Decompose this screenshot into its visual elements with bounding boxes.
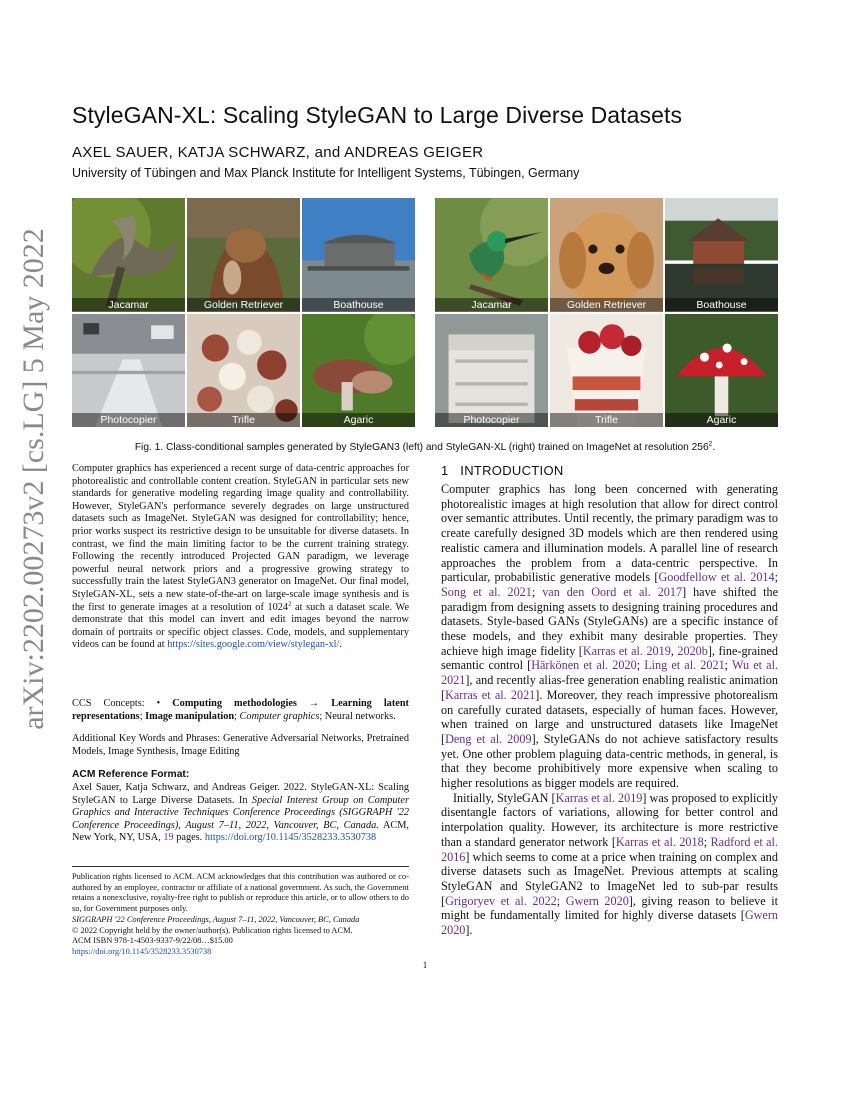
tile-label: Golden Retriever [187, 298, 300, 312]
footnote-doi-link[interactable]: https://doi.org/10.1145/3528233.3530738 [72, 946, 212, 956]
section-heading-introduction: 1 INTRODUCTION [441, 463, 564, 478]
tile-label: Golden Retriever [550, 298, 663, 312]
permission-footnote [72, 872, 409, 958]
abstract: Computer graphics has experienced a recent surge of data-centric approaches for photorealistic and controllable content creation. StyleGAN in particular sets new standards for generative modeling regarding image quality and controllability. However, StyleGAN's performance severely degrades on large unstructured datasets such as ImageNet. StyleGAN was designed for controllability; hence, prior works suspect its restrictive design to be unsuitable for diverse datasets. In contrast, we find the main limiting factor to be the current training strategy. Following the recently introduced Projected GAN paradigm, we leverage powerful neural network priors and a progressive growing strategy to successfully train the latest StyleGAN3 generator on ImageNet. Our final model, StyleGAN-XL, sets a new state-of-the-art on large-scale image synthesis and is the first to generate images at a resolution of 1024$^2$ at such a dataset scale. We demonstrate that this model can invert and edit images beyond the narrow domain of portraits or specific object classes. Code, models, and supplementary videos can be found at https://sites.google.com/view/stylegan-xl/. [72, 463, 410, 651]
tile-label: Trifle [187, 413, 300, 427]
sample-image-agaric-left [302, 314, 415, 428]
jacamar-image-icon [72, 198, 185, 312]
sample-image-boathouse-left [302, 198, 415, 312]
intro-paragraph-2: Initially, StyleGAN [Karras et al. 2019] was proposed to explicitly disentangle factors of variations, allowing for better control and interpolation quality. However, its architecture is more restrictive than a standard generator network [Karras et al. 2018; Radford et al. 2016] which seems to come at a price when training on complex and diverse datasets such as ImageNet. Previous attempts at scaling StyleGAN and StyleGAN2 to ImageNet led to sub-par results [Grigoryev et al. 2022; Gwern 2020], giving reason to believe it might be fundamentally limited for highly diverse datasets [Gwern 2020]. [441, 790, 779, 938]
citation-link[interactable]: Song et al. 2021 [441, 584, 532, 599]
paper-title: StyleGAN-XL: Scaling StyleGAN to Large Diverse Datasets [72, 102, 683, 128]
figure-caption: Fig. 1. Class-conditional samples generated by StyleGAN3 (left) and StyleGAN-XL (right) trained on ImageNet at resolution $256^2$. [134, 440, 716, 453]
author-list: AXEL SAUER, KATJA SCHWARZ, and ANDREAS GEIGER [72, 144, 484, 161]
citation-link[interactable]: Goodfellow et al. 2014 [658, 570, 775, 585]
tile-label: Photocopier [72, 413, 185, 427]
boathouse-image-icon [665, 198, 778, 312]
doi-link[interactable]: https://doi.org/10.1145/3528233.3530738 [204, 832, 377, 844]
figure-grid-stylegan-xl [435, 198, 778, 427]
citation-link[interactable]: Ling et al. 2021 [644, 658, 725, 673]
sample-image-jacamar-left [72, 198, 185, 312]
ccs-concepts: CCS Concepts: • Computing methodologies → Learning latent representations; Image manipulation; Computer graphics; Neural networks. [72, 698, 409, 722]
sample-image-trifle-left [187, 314, 300, 428]
photocopier-image-icon [435, 314, 548, 428]
tile-label: Agaric [665, 413, 778, 427]
citation-link[interactable]: Karras et al. 2021 [445, 687, 536, 702]
sample-image-golden-retriever-left [187, 198, 300, 312]
tile-label: Boathouse [302, 298, 415, 312]
footnote-rule [72, 866, 409, 867]
footnote-rights: Publication rights licensed to ACM. ACM acknowledges that this contribution was authored or co-authored by an employee, contractor or affiliate of a national government. As such, the Government retains a nonexclusive, royalty-free right to publish or reproduce this article, or to allow others to do so, for Government purposes only. [72, 872, 409, 914]
acm-reference-format: Axel Sauer, Katja Schwarz, and Andreas Geiger. 2022. StyleGAN-XL: Scaling StyleGAN to Large Diverse Datasets. In Special Interest Group on Computer Graphics and Interactive Techniques Conference Proceedings (SIGGRAPH '22 Conference Proceedings), August 7–11, 2022, Vancouver, BC, Canada. ACM, New York, NY, USA, 19 pages. https://doi.org/10.1145/3528233.3530738 [72, 782, 409, 844]
mushroom-image-icon [302, 314, 415, 428]
citation-link[interactable]: Gwern 2020 [441, 908, 778, 938]
sample-image-agaric-right [665, 314, 778, 428]
sample-image-jacamar-right [435, 198, 548, 312]
citation-link[interactable]: van den Oord et al. 2017 [542, 584, 683, 599]
arxiv-stamp: arXiv:2202.00273v2 [cs.LG] 5 May 2022 [17, 228, 50, 730]
introduction-body [441, 482, 778, 938]
tile-label: Boathouse [665, 298, 778, 312]
sample-image-photocopier-left [72, 314, 185, 428]
citation-link[interactable]: Karras et al. 2019 [555, 790, 643, 805]
page-number: 1 [422, 960, 428, 970]
boathouse-image-icon [302, 198, 415, 312]
photocopier-image-icon [72, 314, 185, 428]
tile-label: Agaric [302, 413, 415, 427]
citation-link[interactable]: 2020b [677, 643, 708, 658]
trifle-image-icon [187, 314, 300, 428]
citation-link[interactable]: Radford et al. 2016 [441, 834, 778, 864]
footnote-venue: SIGGRAPH '22 Conference Proceedings, August 7–11, 2022, Vancouver, BC, Canada [72, 914, 360, 924]
intro-paragraph-1: Computer graphics has long been concerned with generating photorealistic images at high resolution that allow for direct control over semantic attributes. Until recently, the primary paradigm was to create carefully designed 3D models which are then rendered using realistic camera and illumination models. A parallel line of research approaches the problem from a data-centric perspective. In particular, probabilistic generative models [Goodfellow et al. 2014; Song et al. 2021; van den Oord et al. 2017] have shifted the paradigm from designing assets to designing training procedures and datasets. Style-based GANs (StyleGANs) are a specific instance of these models, and they exhibit many desirable properties. They achieve high image fidelity [Karras et al. 2019, 2020b], fine-grained semantic control [Härkönen et al. 2020; Ling et al. 2021; Wu et al. 2021], and recently alias-free generation enabling realistic animation [Karras et al. 2021]. Moreover, they reach impressive photorealism on carefully curated datasets, especially of human faces. However, when trained on large and unstructured datasets like ImageNet [Deng et al. 2009], StyleGANs do not achieve satisfactory results yet. One other problem plaguing data-centric methods, in general, is that they become prohibitively more expensive when scaling to higher resolutions as bigger models are required. [441, 482, 779, 791]
pages-link[interactable]: 19 [163, 832, 174, 844]
sample-image-photocopier-right [435, 314, 548, 428]
tile-label: Photocopier [435, 413, 548, 427]
trifle-image-icon [550, 314, 663, 428]
citation-link[interactable]: Wu et al. 2021 [441, 658, 779, 688]
jacamar-image-icon [435, 198, 548, 312]
footnote-isbn: ACM ISBN 978-1-4503-9337-9/22/08…$15.00 [72, 936, 233, 946]
sample-image-golden-retriever-right [550, 198, 663, 312]
tile-label: Trifle [550, 413, 663, 427]
tile-label: Jacamar [435, 298, 548, 312]
footnote-copyright: © 2022 Copyright held by the owner/author(s). Publication rights licensed to ACM. [72, 925, 353, 935]
keywords: Additional Key Words and Phrases: Generative Adversarial Networks, Pretrained Models, Image Synthesis, Image Editing [72, 733, 409, 757]
citation-link[interactable]: Härkönen et al. 2020 [531, 658, 637, 673]
tile-label: Jacamar [72, 298, 185, 312]
citation-link[interactable]: Karras et al. 2018 [615, 834, 704, 849]
project-url-link[interactable]: https://sites.google.com/view/stylegan-xl/ [167, 639, 340, 651]
sample-image-trifle-right [550, 314, 663, 428]
dog-image-icon [187, 198, 300, 312]
citation-link[interactable]: Deng et al. 2009 [445, 731, 532, 746]
citation-link[interactable]: Gwern 2020 [565, 893, 629, 908]
dog-image-icon [550, 198, 663, 312]
mushroom-image-icon [665, 314, 778, 428]
affiliation: University of Tübingen and Max Planck Institute for Intelligent Systems, Tübingen, Germany [72, 166, 580, 180]
figure-grid-stylegan3 [72, 198, 415, 427]
acm-reference-heading: ACM Reference Format: [72, 769, 190, 780]
sample-image-boathouse-right [665, 198, 778, 312]
citation-link[interactable]: Karras et al. 2019 [582, 643, 671, 658]
citation-link[interactable]: Grigoryev et al. 2022 [445, 893, 557, 908]
